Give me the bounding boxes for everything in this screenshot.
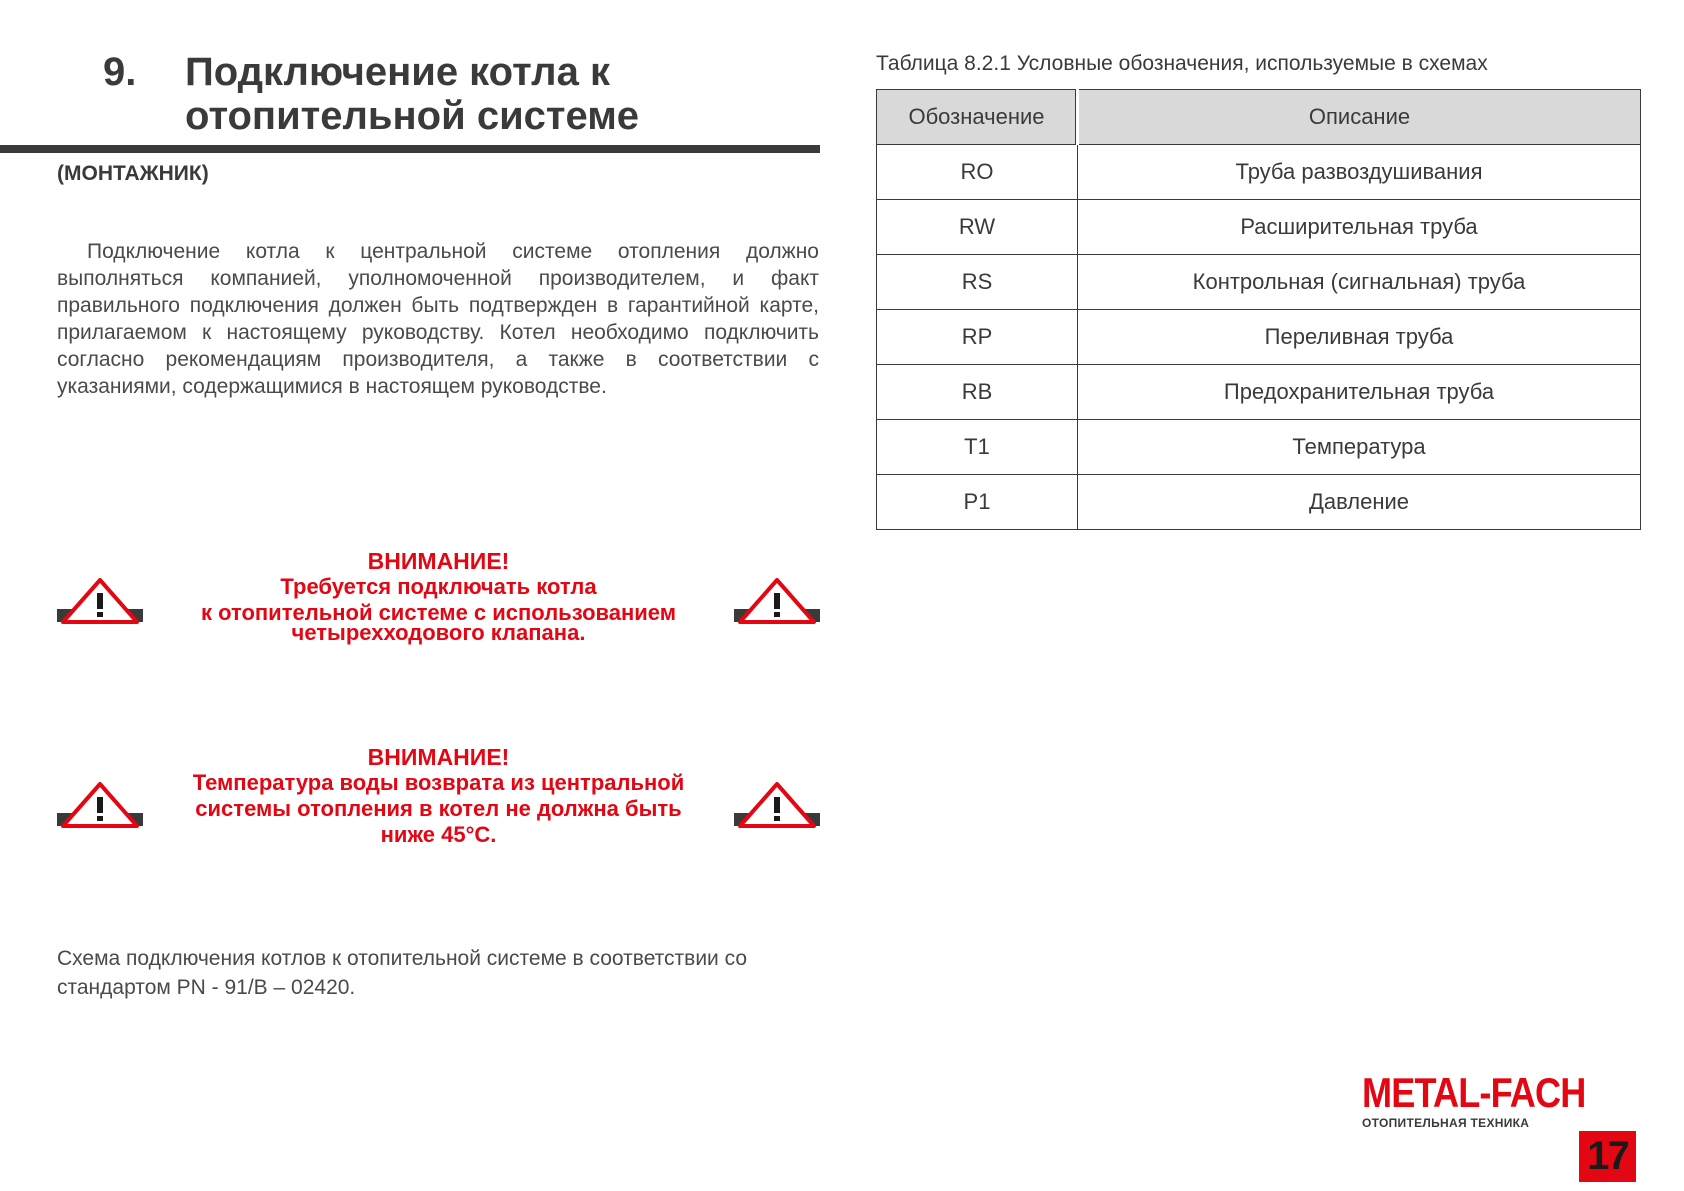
- table-cell-code: RS: [877, 255, 1078, 310]
- table-cell-description: Температура: [1078, 420, 1641, 475]
- warning-triangle-icon: [734, 578, 820, 626]
- table-row: [877, 475, 1641, 530]
- table-row: [877, 255, 1641, 310]
- heading-rule: [0, 145, 820, 153]
- table-cell-description: Труба развоздушивания: [1078, 145, 1641, 200]
- warning-triangle-icon: [734, 782, 820, 830]
- warning-line: четырехходового клапана.: [291, 620, 586, 645]
- intro-paragraph: Подключение котла к центральной системе отопления должно выполняться компанией, уполномоченной производителем, и факт правильного подключения должен быть подтвержден в гарантийной карте, прилагаемом к настоящему руководству. Котел необходимо подключить согласно рекомендациям производителя, а также в соответствии с указаниями, содержащимися в настоящем руководстве.: [57, 240, 819, 398]
- table-cell-code: RB: [877, 365, 1078, 420]
- table-cell-description: Контрольная (сигнальная) труба: [1078, 255, 1641, 310]
- table-cell-description: Предохранительная труба: [1078, 365, 1641, 420]
- table-cell-code: T1: [877, 420, 1078, 475]
- table-cell-code: RW: [877, 200, 1078, 255]
- warning-triangle-icon: [57, 782, 143, 830]
- warning-message-2: [167, 744, 710, 848]
- table-row: [877, 200, 1641, 255]
- warning-block-2: [57, 744, 820, 847]
- table-row: [877, 145, 1641, 200]
- warning-line: системы отопления в котел не должна быть: [195, 796, 682, 821]
- section-title: Подключение котла к отопительной системе: [185, 50, 640, 138]
- table-row: [877, 365, 1641, 420]
- warning-message-1: [167, 548, 710, 646]
- table-caption: Таблица 8.2.1 Условные обозначения, используемые в схемах: [876, 52, 1488, 75]
- warning-line: Требуется подключать котла: [280, 574, 597, 599]
- brand-logo: [1362, 1069, 1586, 1130]
- legend-table: [876, 89, 1641, 530]
- table-cell-code: RO: [877, 145, 1078, 200]
- column-header-code: Обозначение: [877, 90, 1078, 145]
- page-number: 17: [1579, 1131, 1636, 1182]
- warning-heading: ВНИМАНИЕ!: [367, 744, 510, 770]
- warning-line: ниже 45°C.: [380, 822, 497, 847]
- table-cell-description: Давление: [1078, 475, 1641, 530]
- brand-wordmark: METAL-FACH: [1362, 1069, 1586, 1116]
- warning-heading: ВНИМАНИЕ!: [367, 548, 510, 574]
- table-row: [877, 310, 1641, 365]
- warning-line: к отопительной системе с использованием: [200, 600, 677, 625]
- table-cell-description: Переливная труба: [1078, 310, 1641, 365]
- section-number: 9.: [103, 50, 137, 94]
- table-cell-code: P1: [877, 475, 1078, 530]
- table-header-row: [877, 90, 1641, 145]
- warning-triangle-icon: [57, 578, 143, 626]
- warning-block-1: [57, 548, 820, 645]
- table-cell-description: Расширительная труба: [1078, 200, 1641, 255]
- column-header-description: Описание: [1078, 90, 1641, 145]
- warning-line: Температура воды возврата из центральной: [192, 770, 685, 795]
- brand-tagline: ОТОПИТЕЛЬНАЯ ТЕХНИКА: [1362, 1116, 1530, 1130]
- table-cell-code: RP: [877, 310, 1078, 365]
- scheme-note: Схема подключения котлов к отопительной системе в соответствии со стандартом PN - 91/B – 02420.: [57, 947, 748, 999]
- role-label: (МОНТАЖНИК): [57, 162, 209, 185]
- table-row: [877, 420, 1641, 475]
